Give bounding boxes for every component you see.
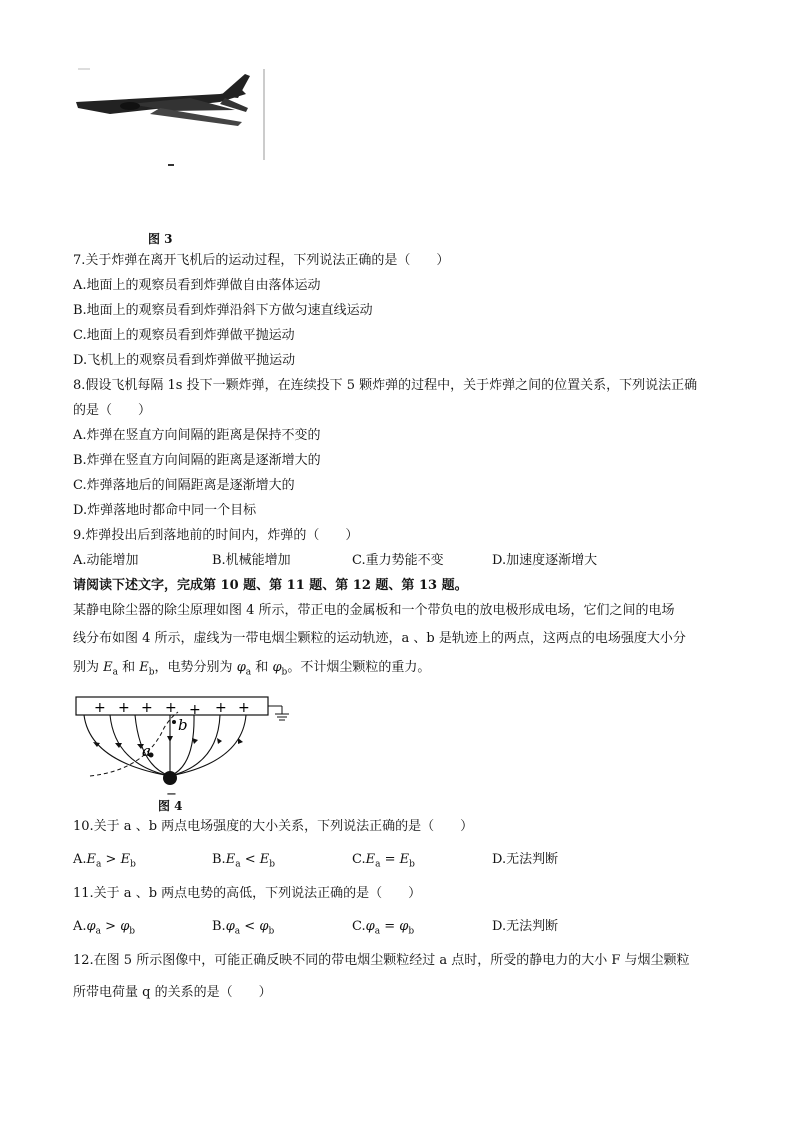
question-12-stem-line-2: 所带电荷量 q 的关系的是（ ） [73,985,272,1000]
point-b [172,720,176,724]
question-11-option-a: $A.\varphi_a > \varphi_b$ [73,919,136,937]
question-8-option-d: D.炸弹落地时都命中同一个目标 [73,503,257,518]
figure-3-caption: 图 3 [148,232,173,246]
question-8-option-b: B.炸弹在竖直方向间隔的距离是逐渐增大的 [73,453,321,468]
plus-sign-2: + [118,700,130,716]
passage-line-2: 线分布如图 4 所示，虚线为一带电烟尘颗粒的运动轨迹，a 、b 是轨迹上的两点，这两点的电场强度大小分 [73,631,686,646]
plus-sign-5: + [189,702,201,718]
question-9-option-b: B.机械能增加 [212,553,291,568]
label-b: b [178,716,188,734]
label-a: a [142,742,151,760]
question-10-option-d: D.无法判断 [492,852,559,867]
field-lines [84,715,246,776]
passage-line-1: 某静电除尘器的除尘原理如图 4 所示，带正电的金属板和一个带负电的放电极形成电场，它们之间的电场 [73,603,675,618]
passage-line-3: 别为 $E_a$ 和 $E_b$，电势分别为 $\varphi_a$ 和 $\varphi_b$。不计烟尘颗粒的重力。 [73,660,431,678]
minus-sign: − [166,787,177,802]
negative-electrode [163,771,177,785]
question-11-stem: 11.关于 a 、b 两点电势的高低，下列说法正确的是（ ） [73,886,422,901]
question-7-option-d: D.飞机上的观察员看到炸弹做平抛运动 [73,353,296,368]
question-9-option-a: A.动能增加 [73,553,139,568]
plus-sign-6: + [215,700,227,716]
question-10-option-c: $C.E_a = E_b$ [352,852,415,870]
question-11-option-d: D.无法判断 [492,919,559,934]
question-8-option-a: A.炸弹在竖直方向间隔的距离是保持不变的 [73,428,321,443]
figure-4-field-diagram [70,692,300,802]
plus-sign-4: + [165,700,177,716]
question-7-option-a: A.地面上的观察员看到炸弹做自由落体运动 [73,278,321,293]
question-9-option-c: C.重力势能不变 [352,553,444,568]
question-8-option-c: C.炸弹落地后的间隔距离是逐渐增大的 [73,478,295,493]
question-10-option-b: $B.E_a < E_b$ [212,852,275,870]
question-8-stem-line-2: 的是（ ） [73,403,152,418]
question-7-option-c: C.地面上的观察员看到炸弹做平抛运动 [73,328,295,343]
question-7-option-b: B.地面上的观察员看到炸弹沿斜下方做匀速直线运动 [73,303,373,318]
question-10-stem: 10.关于 a 、b 两点电场强度的大小关系，下列说法正确的是（ ） [73,819,474,834]
plus-sign-7: + [238,700,250,716]
plus-sign-3: + [141,700,153,716]
question-11-option-c: $C.\varphi_a = \varphi_b$ [352,919,415,937]
reading-instruction: 请阅读下述文字，完成第 10 题、第 11 题、第 12 题、第 13 题。 [73,578,468,593]
question-9-stem: 9.炸弹投出后到落地前的时间内，炸弹的（ ） [73,528,359,543]
figure-4-caption: 图 4 [158,799,183,813]
question-12-stem-line-1: 12.在图 5 所示图像中，可能正确反映不同的带电烟尘颗粒经过 a 点时，所受的静电力的大小 F 与烟尘颗粒 [73,953,690,968]
question-10-option-a: $A.E_a > E_b$ [73,852,136,870]
plus-sign-1: + [94,700,106,716]
question-8-stem-line-1: 8.假设飞机每隔 1s 投下一颗炸弹，在连续投下 5 颗炸弹的过程中，关于炸弹之间的位置关系，下列说法正确 [73,378,698,393]
figure-3-airplane [70,64,280,229]
question-11-option-b: $B.\varphi_a < \varphi_b$ [212,919,275,937]
question-7-stem: 7.关于炸弹在离开飞机后的运动过程，下列说法正确的是（ ） [73,253,450,268]
question-9-option-d: D.加速度逐渐增大 [492,553,598,568]
